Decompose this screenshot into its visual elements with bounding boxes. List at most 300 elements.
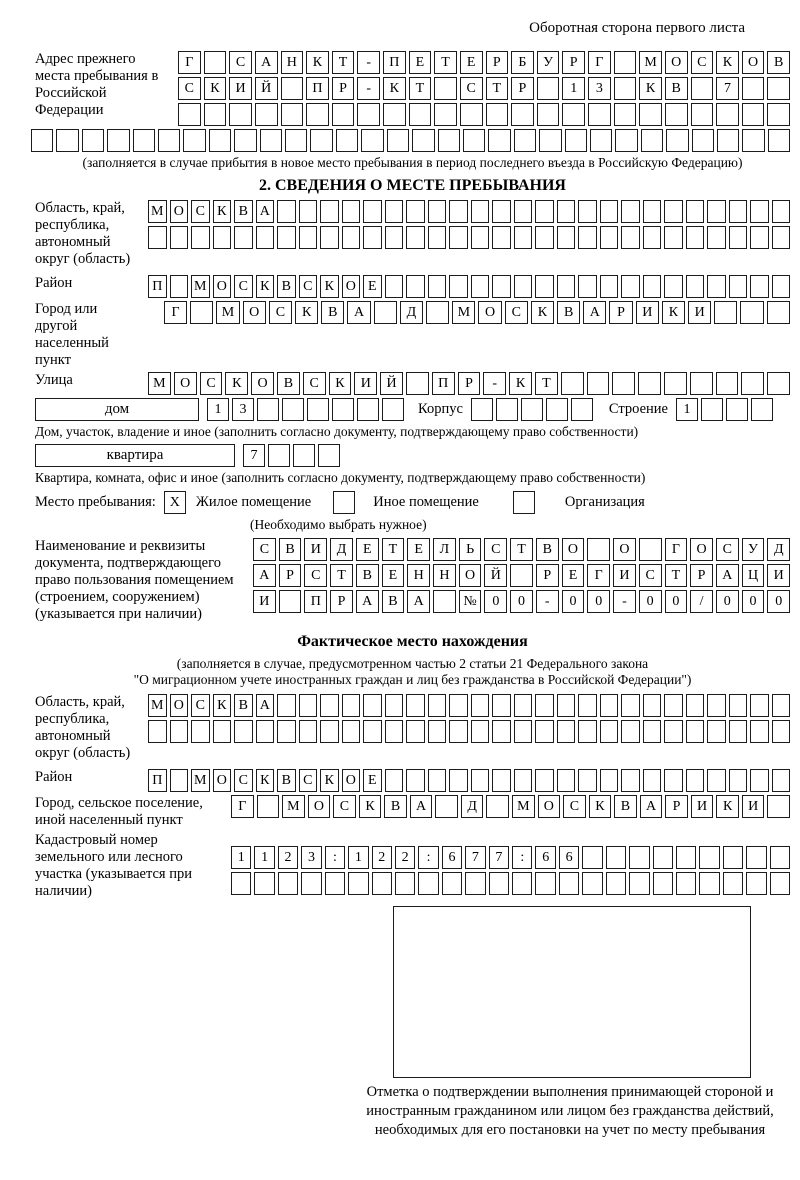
char-box[interactable] bbox=[590, 129, 612, 152]
char-box[interactable] bbox=[643, 720, 662, 743]
char-box[interactable] bbox=[537, 77, 560, 100]
char-box[interactable] bbox=[707, 200, 726, 223]
char-box[interactable]: - bbox=[357, 77, 380, 100]
char-box[interactable] bbox=[751, 398, 773, 421]
char-box[interactable] bbox=[653, 872, 673, 895]
char-box[interactable]: М bbox=[216, 301, 239, 324]
char-box[interactable]: - bbox=[483, 372, 506, 395]
char-box[interactable] bbox=[770, 846, 790, 869]
char-box[interactable] bbox=[772, 226, 791, 249]
char-box[interactable] bbox=[486, 103, 509, 126]
char-box[interactable]: О bbox=[665, 51, 688, 74]
char-box[interactable] bbox=[254, 872, 274, 895]
char-box[interactable] bbox=[510, 564, 533, 587]
char-box[interactable]: С bbox=[460, 77, 483, 100]
char-box[interactable] bbox=[578, 720, 597, 743]
char-box[interactable] bbox=[336, 129, 358, 152]
char-box[interactable] bbox=[320, 720, 339, 743]
char-box[interactable] bbox=[600, 720, 619, 743]
char-box[interactable] bbox=[772, 275, 791, 298]
char-box[interactable] bbox=[514, 226, 533, 249]
char-box[interactable]: А bbox=[716, 564, 739, 587]
char-box[interactable]: С bbox=[191, 694, 210, 717]
char-box[interactable] bbox=[158, 129, 180, 152]
char-box[interactable]: В bbox=[234, 200, 253, 223]
char-box[interactable]: О bbox=[459, 564, 482, 587]
char-box[interactable] bbox=[406, 769, 425, 792]
char-box[interactable] bbox=[234, 129, 256, 152]
char-box[interactable]: С bbox=[253, 538, 276, 561]
char-box[interactable]: 7 bbox=[243, 444, 265, 467]
char-box[interactable]: А bbox=[256, 200, 275, 223]
char-box[interactable] bbox=[767, 103, 790, 126]
char-box[interactable]: К bbox=[213, 200, 232, 223]
char-box[interactable]: К bbox=[639, 77, 662, 100]
char-box[interactable] bbox=[571, 398, 593, 421]
char-box[interactable] bbox=[293, 444, 315, 467]
char-box[interactable]: О bbox=[613, 538, 636, 561]
char-box[interactable] bbox=[546, 398, 568, 421]
char-box[interactable] bbox=[707, 769, 726, 792]
char-box[interactable] bbox=[463, 129, 485, 152]
char-box[interactable] bbox=[357, 398, 379, 421]
char-box[interactable] bbox=[255, 103, 278, 126]
char-box[interactable]: Е bbox=[407, 538, 430, 561]
char-box[interactable] bbox=[514, 694, 533, 717]
char-box[interactable]: В bbox=[536, 538, 559, 561]
stay-type-checkbox-other[interactable] bbox=[333, 491, 355, 514]
char-box[interactable] bbox=[514, 200, 533, 223]
char-box[interactable]: С bbox=[191, 200, 210, 223]
char-box[interactable] bbox=[629, 846, 649, 869]
char-box[interactable]: В bbox=[384, 795, 407, 818]
char-box[interactable]: Б bbox=[511, 51, 534, 74]
char-box[interactable]: Р bbox=[486, 51, 509, 74]
char-box[interactable] bbox=[741, 372, 764, 395]
char-box[interactable]: Т bbox=[535, 372, 558, 395]
char-box[interactable] bbox=[750, 769, 769, 792]
char-box[interactable] bbox=[612, 372, 635, 395]
char-box[interactable]: 1 bbox=[231, 846, 251, 869]
char-box[interactable]: Н bbox=[281, 51, 304, 74]
char-box[interactable] bbox=[374, 301, 397, 324]
char-box[interactable]: Т bbox=[409, 77, 432, 100]
char-box[interactable]: Т bbox=[665, 564, 688, 587]
char-box[interactable]: О bbox=[742, 51, 765, 74]
char-box[interactable]: А bbox=[583, 301, 606, 324]
char-box[interactable]: О bbox=[308, 795, 331, 818]
char-box[interactable]: Е bbox=[409, 51, 432, 74]
char-box[interactable] bbox=[385, 694, 404, 717]
char-box[interactable]: О bbox=[538, 795, 561, 818]
char-box[interactable]: И bbox=[691, 795, 714, 818]
char-box[interactable] bbox=[582, 872, 602, 895]
char-box[interactable] bbox=[557, 226, 576, 249]
char-box[interactable] bbox=[621, 720, 640, 743]
char-box[interactable] bbox=[588, 103, 611, 126]
char-box[interactable]: И bbox=[253, 590, 276, 613]
char-box[interactable] bbox=[514, 129, 536, 152]
char-box[interactable] bbox=[557, 275, 576, 298]
char-box[interactable]: П bbox=[148, 275, 167, 298]
char-box[interactable]: Е bbox=[363, 275, 382, 298]
char-box[interactable]: О bbox=[213, 769, 232, 792]
char-box[interactable]: Р bbox=[279, 564, 302, 587]
char-box[interactable] bbox=[539, 129, 561, 152]
char-box[interactable] bbox=[643, 226, 662, 249]
char-box[interactable]: А bbox=[347, 301, 370, 324]
char-box[interactable] bbox=[621, 200, 640, 223]
char-box[interactable] bbox=[691, 103, 714, 126]
char-box[interactable] bbox=[231, 872, 251, 895]
char-box[interactable] bbox=[133, 129, 155, 152]
char-box[interactable]: Ь bbox=[459, 538, 482, 561]
char-box[interactable]: И bbox=[304, 538, 327, 561]
char-box[interactable]: У bbox=[742, 538, 765, 561]
char-box[interactable] bbox=[770, 872, 790, 895]
char-box[interactable]: Р bbox=[609, 301, 632, 324]
char-box[interactable] bbox=[492, 226, 511, 249]
char-box[interactable]: 0 bbox=[484, 590, 507, 613]
char-box[interactable]: А bbox=[253, 564, 276, 587]
char-box[interactable] bbox=[740, 301, 763, 324]
char-box[interactable] bbox=[615, 129, 637, 152]
char-box[interactable] bbox=[148, 226, 167, 249]
char-box[interactable]: О bbox=[174, 372, 197, 395]
char-box[interactable] bbox=[170, 720, 189, 743]
char-box[interactable]: Т bbox=[382, 538, 405, 561]
char-box[interactable] bbox=[578, 769, 597, 792]
char-box[interactable]: В bbox=[279, 538, 302, 561]
char-box[interactable]: Т bbox=[332, 51, 355, 74]
char-box[interactable] bbox=[707, 720, 726, 743]
char-box[interactable] bbox=[664, 720, 683, 743]
char-box[interactable] bbox=[342, 226, 361, 249]
char-box[interactable] bbox=[512, 872, 532, 895]
stay-type-checkbox-residential[interactable]: X bbox=[164, 491, 186, 514]
char-box[interactable]: К bbox=[531, 301, 554, 324]
char-box[interactable] bbox=[714, 301, 737, 324]
char-box[interactable] bbox=[621, 769, 640, 792]
char-box[interactable] bbox=[342, 720, 361, 743]
char-box[interactable]: К bbox=[256, 769, 275, 792]
char-box[interactable] bbox=[606, 846, 626, 869]
char-box[interactable]: К bbox=[295, 301, 318, 324]
char-box[interactable]: 0 bbox=[742, 590, 765, 613]
char-box[interactable]: Р bbox=[332, 77, 355, 100]
char-box[interactable] bbox=[643, 200, 662, 223]
char-box[interactable]: П bbox=[306, 77, 329, 100]
char-box[interactable]: И bbox=[229, 77, 252, 100]
char-box[interactable] bbox=[332, 103, 355, 126]
char-box[interactable] bbox=[449, 275, 468, 298]
char-box[interactable] bbox=[385, 200, 404, 223]
char-box[interactable] bbox=[723, 872, 743, 895]
char-box[interactable] bbox=[643, 694, 662, 717]
char-box[interactable] bbox=[426, 301, 449, 324]
char-box[interactable] bbox=[257, 398, 279, 421]
char-box[interactable] bbox=[471, 200, 490, 223]
char-box[interactable] bbox=[183, 129, 205, 152]
char-box[interactable] bbox=[676, 872, 696, 895]
char-box[interactable] bbox=[600, 769, 619, 792]
char-box[interactable] bbox=[178, 103, 201, 126]
char-box[interactable]: У bbox=[537, 51, 560, 74]
char-box[interactable] bbox=[409, 103, 432, 126]
char-box[interactable] bbox=[726, 398, 748, 421]
char-box[interactable] bbox=[412, 129, 434, 152]
char-box[interactable] bbox=[320, 200, 339, 223]
char-box[interactable] bbox=[716, 372, 739, 395]
char-box[interactable]: Г bbox=[178, 51, 201, 74]
char-box[interactable]: К bbox=[306, 51, 329, 74]
char-box[interactable]: Н bbox=[433, 564, 456, 587]
char-box[interactable]: И bbox=[613, 564, 636, 587]
char-box[interactable] bbox=[406, 200, 425, 223]
char-box[interactable] bbox=[442, 872, 462, 895]
char-box[interactable] bbox=[772, 769, 791, 792]
char-box[interactable] bbox=[385, 720, 404, 743]
char-box[interactable]: Е bbox=[460, 51, 483, 74]
char-box[interactable] bbox=[229, 103, 252, 126]
char-box[interactable] bbox=[320, 694, 339, 717]
char-box[interactable] bbox=[406, 275, 425, 298]
char-box[interactable]: М bbox=[639, 51, 662, 74]
char-box[interactable] bbox=[600, 694, 619, 717]
char-box[interactable] bbox=[621, 226, 640, 249]
char-box[interactable]: М bbox=[148, 694, 167, 717]
char-box[interactable] bbox=[587, 538, 610, 561]
char-box[interactable] bbox=[234, 226, 253, 249]
char-box[interactable] bbox=[170, 226, 189, 249]
char-box[interactable] bbox=[428, 769, 447, 792]
char-box[interactable]: Ц bbox=[742, 564, 765, 587]
char-box[interactable] bbox=[213, 720, 232, 743]
char-box[interactable] bbox=[428, 694, 447, 717]
char-box[interactable] bbox=[277, 694, 296, 717]
char-box[interactable]: 6 bbox=[559, 846, 579, 869]
char-box[interactable]: В bbox=[277, 372, 300, 395]
char-box[interactable]: С bbox=[234, 769, 253, 792]
char-box[interactable] bbox=[268, 444, 290, 467]
char-box[interactable]: А bbox=[640, 795, 663, 818]
char-box[interactable] bbox=[742, 77, 765, 100]
char-box[interactable] bbox=[535, 694, 554, 717]
char-box[interactable]: И bbox=[767, 564, 790, 587]
char-box[interactable]: М bbox=[512, 795, 535, 818]
char-box[interactable] bbox=[746, 846, 766, 869]
char-box[interactable] bbox=[535, 226, 554, 249]
char-box[interactable]: Т bbox=[510, 538, 533, 561]
char-box[interactable] bbox=[772, 200, 791, 223]
char-box[interactable] bbox=[277, 200, 296, 223]
char-box[interactable] bbox=[561, 372, 584, 395]
char-box[interactable] bbox=[387, 129, 409, 152]
char-box[interactable] bbox=[299, 694, 318, 717]
char-box[interactable] bbox=[699, 872, 719, 895]
char-box[interactable] bbox=[707, 226, 726, 249]
char-box[interactable]: 2 bbox=[372, 846, 392, 869]
char-box[interactable] bbox=[600, 275, 619, 298]
char-box[interactable] bbox=[701, 398, 723, 421]
char-box[interactable]: О bbox=[690, 538, 713, 561]
char-box[interactable]: В bbox=[614, 795, 637, 818]
char-box[interactable] bbox=[278, 872, 298, 895]
char-box[interactable]: А bbox=[410, 795, 433, 818]
char-box[interactable] bbox=[707, 694, 726, 717]
char-box[interactable] bbox=[279, 590, 302, 613]
char-box[interactable]: Е bbox=[382, 564, 405, 587]
char-box[interactable]: О bbox=[342, 275, 361, 298]
char-box[interactable] bbox=[638, 372, 661, 395]
char-box[interactable]: С bbox=[333, 795, 356, 818]
char-box[interactable]: 1 bbox=[348, 846, 368, 869]
char-box[interactable]: 2 bbox=[395, 846, 415, 869]
char-box[interactable] bbox=[257, 795, 280, 818]
char-box[interactable] bbox=[363, 200, 382, 223]
char-box[interactable] bbox=[471, 720, 490, 743]
char-box[interactable]: В bbox=[234, 694, 253, 717]
char-box[interactable]: 0 bbox=[665, 590, 688, 613]
char-box[interactable]: С bbox=[234, 275, 253, 298]
char-box[interactable]: О bbox=[213, 275, 232, 298]
char-box[interactable] bbox=[320, 226, 339, 249]
char-box[interactable] bbox=[170, 275, 189, 298]
char-box[interactable] bbox=[256, 720, 275, 743]
char-box[interactable]: К bbox=[320, 769, 339, 792]
char-box[interactable] bbox=[361, 129, 383, 152]
char-box[interactable]: 6 bbox=[442, 846, 462, 869]
char-box[interactable] bbox=[514, 275, 533, 298]
char-box[interactable] bbox=[213, 226, 232, 249]
char-box[interactable]: К bbox=[359, 795, 382, 818]
char-box[interactable] bbox=[614, 103, 637, 126]
char-box[interactable]: : bbox=[418, 846, 438, 869]
char-box[interactable]: В bbox=[277, 275, 296, 298]
char-box[interactable] bbox=[281, 77, 304, 100]
char-box[interactable]: 3 bbox=[232, 398, 254, 421]
char-box[interactable]: Т bbox=[486, 77, 509, 100]
char-box[interactable] bbox=[772, 720, 791, 743]
char-box[interactable]: О bbox=[251, 372, 274, 395]
char-box[interactable] bbox=[729, 769, 748, 792]
char-box[interactable] bbox=[471, 694, 490, 717]
char-box[interactable] bbox=[578, 694, 597, 717]
char-box[interactable] bbox=[582, 846, 602, 869]
char-box[interactable] bbox=[767, 372, 790, 395]
char-box[interactable] bbox=[471, 398, 493, 421]
char-box[interactable] bbox=[639, 538, 662, 561]
char-box[interactable] bbox=[471, 769, 490, 792]
char-box[interactable] bbox=[486, 795, 509, 818]
char-box[interactable] bbox=[449, 769, 468, 792]
char-box[interactable] bbox=[406, 226, 425, 249]
char-box[interactable]: А bbox=[356, 590, 379, 613]
char-box[interactable] bbox=[204, 103, 227, 126]
char-box[interactable]: С bbox=[716, 538, 739, 561]
char-box[interactable]: К bbox=[716, 795, 739, 818]
char-box[interactable] bbox=[664, 226, 683, 249]
char-box[interactable] bbox=[325, 872, 345, 895]
char-box[interactable] bbox=[363, 226, 382, 249]
char-box[interactable]: Д bbox=[330, 538, 353, 561]
char-box[interactable]: М bbox=[148, 200, 167, 223]
char-box[interactable]: 7 bbox=[716, 77, 739, 100]
char-box[interactable]: : bbox=[325, 846, 345, 869]
char-box[interactable]: 6 bbox=[535, 846, 555, 869]
char-box[interactable]: М bbox=[191, 275, 210, 298]
char-box[interactable] bbox=[742, 129, 764, 152]
char-box[interactable] bbox=[664, 372, 687, 395]
char-box[interactable] bbox=[372, 872, 392, 895]
char-box[interactable] bbox=[565, 129, 587, 152]
char-box[interactable]: Р bbox=[562, 51, 585, 74]
char-box[interactable]: К bbox=[589, 795, 612, 818]
char-box[interactable] bbox=[717, 129, 739, 152]
char-box[interactable] bbox=[600, 226, 619, 249]
char-box[interactable] bbox=[514, 720, 533, 743]
char-box[interactable] bbox=[299, 200, 318, 223]
char-box[interactable]: : bbox=[512, 846, 532, 869]
char-box[interactable] bbox=[496, 398, 518, 421]
char-box[interactable]: К bbox=[256, 275, 275, 298]
char-box[interactable] bbox=[578, 226, 597, 249]
char-box[interactable]: 0 bbox=[587, 590, 610, 613]
char-box[interactable]: / bbox=[690, 590, 713, 613]
char-box[interactable]: К bbox=[213, 694, 232, 717]
char-box[interactable] bbox=[56, 129, 78, 152]
char-box[interactable] bbox=[767, 795, 790, 818]
char-box[interactable] bbox=[82, 129, 104, 152]
char-box[interactable]: С bbox=[304, 564, 327, 587]
char-box[interactable] bbox=[363, 720, 382, 743]
char-box[interactable] bbox=[406, 694, 425, 717]
char-box[interactable] bbox=[310, 129, 332, 152]
char-box[interactable] bbox=[686, 720, 705, 743]
char-box[interactable]: К bbox=[716, 51, 739, 74]
char-box[interactable] bbox=[746, 872, 766, 895]
char-box[interactable] bbox=[639, 103, 662, 126]
char-box[interactable] bbox=[191, 226, 210, 249]
char-box[interactable] bbox=[535, 200, 554, 223]
char-box[interactable] bbox=[170, 769, 189, 792]
char-box[interactable]: В bbox=[557, 301, 580, 324]
char-box[interactable] bbox=[406, 720, 425, 743]
char-box[interactable] bbox=[492, 275, 511, 298]
char-box[interactable]: С bbox=[563, 795, 586, 818]
char-box[interactable]: К bbox=[320, 275, 339, 298]
char-box[interactable]: - bbox=[357, 51, 380, 74]
char-box[interactable]: О bbox=[243, 301, 266, 324]
char-box[interactable]: 1 bbox=[207, 398, 229, 421]
char-box[interactable] bbox=[438, 129, 460, 152]
char-box[interactable] bbox=[385, 275, 404, 298]
char-box[interactable]: А bbox=[255, 51, 278, 74]
char-box[interactable]: В bbox=[382, 590, 405, 613]
char-box[interactable]: Д bbox=[400, 301, 423, 324]
char-box[interactable] bbox=[665, 103, 688, 126]
char-box[interactable] bbox=[767, 301, 790, 324]
char-box[interactable] bbox=[306, 103, 329, 126]
char-box[interactable]: Г bbox=[164, 301, 187, 324]
char-box[interactable]: В bbox=[321, 301, 344, 324]
char-box[interactable] bbox=[614, 77, 637, 100]
char-box[interactable] bbox=[514, 769, 533, 792]
char-box[interactable] bbox=[686, 226, 705, 249]
char-box[interactable] bbox=[488, 129, 510, 152]
char-box[interactable] bbox=[418, 872, 438, 895]
char-box[interactable] bbox=[318, 444, 340, 467]
